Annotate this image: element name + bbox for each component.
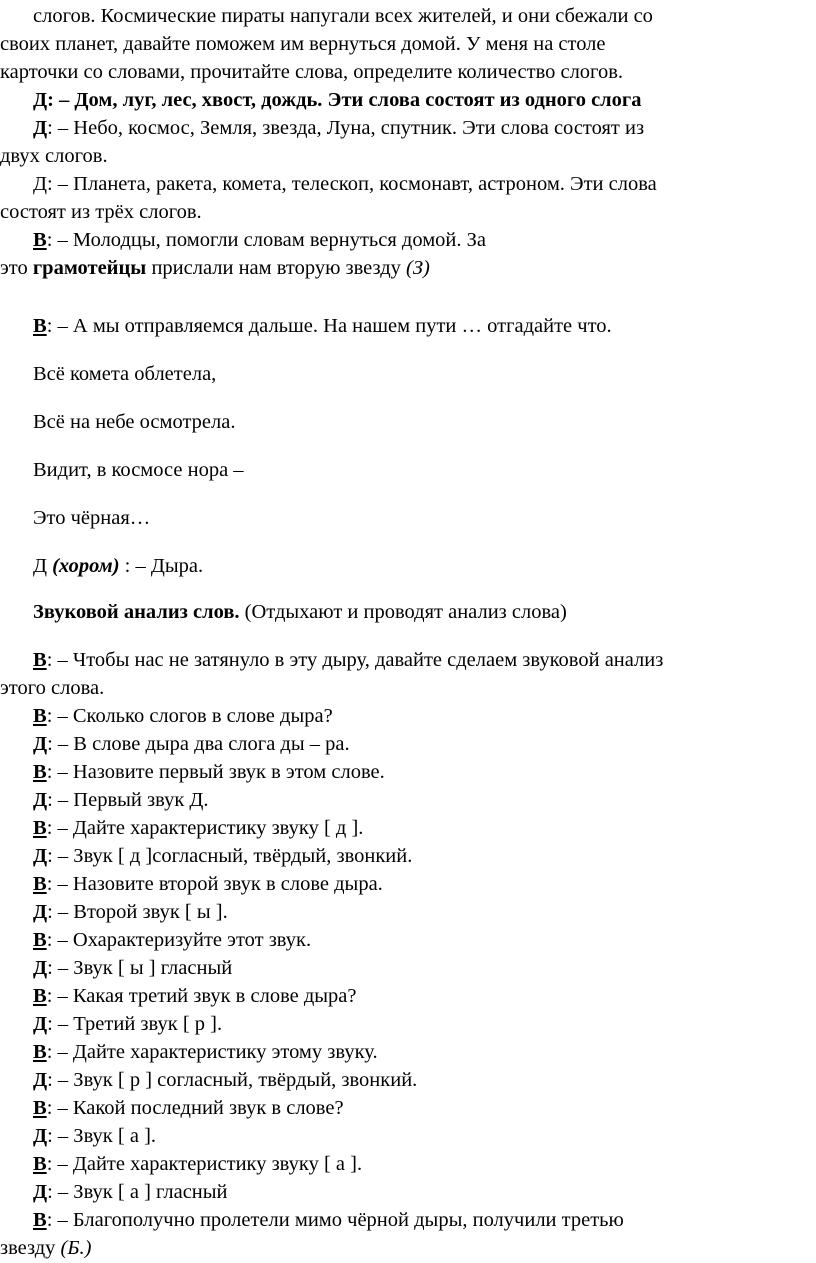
teacher-line: В: – А мы отправляемся дальше. На нашем пути … отгадайте что. xyxy=(33,315,612,337)
child-line: Д: – Планета, ракета, комета, телескоп, космонавт, астроном. Эти слова xyxy=(33,173,657,195)
paragraph-line: звезду (Б.) xyxy=(0,1237,92,1259)
teacher-line: В: – Какой последний звук в слове? xyxy=(33,1097,344,1119)
speaker-teacher: В xyxy=(33,649,47,671)
riddle-line: Это чёрная… xyxy=(33,507,151,529)
riddle-line: Всё комета облетела, xyxy=(33,363,217,385)
chorus-line: Д (хором) : – Дыра. xyxy=(33,555,204,577)
paragraph-line: карточки со словами, прочитайте слова, определите количество слогов. xyxy=(0,61,624,83)
teacher-line: В: – Какая третий звук в слове дыра? xyxy=(33,985,357,1007)
child-line: Д: – Второй звук [ ы ]. xyxy=(33,901,228,923)
speaker-child: Д xyxy=(33,173,47,195)
teacher-line: В: – Молодцы, помогли словам вернуться домой. За xyxy=(33,229,487,251)
paragraph-line: своих планет, давайте поможем им вернуться домой. У меня на столе xyxy=(0,33,606,55)
child-line: Д: – В слове дыра два слога ды – ра. xyxy=(33,733,350,755)
speaker-teacher: В xyxy=(33,315,47,337)
child-line: Д: – Звук [ а ]. xyxy=(33,1125,157,1147)
child-line: Д: – Дом, луг, лес, хвост, дождь. Эти слова состоят из одного слога xyxy=(33,89,642,111)
teacher-line: В: – Дайте характеристику этому звуку. xyxy=(33,1041,378,1063)
teacher-line: В: – Дайте характеристику звуку [ а ]. xyxy=(33,1153,363,1175)
teacher-line: В: – Сколько слогов в слове дыра? xyxy=(33,705,333,727)
paragraph-line: это грамотейцы прислали нам вторую звезду (З) xyxy=(0,257,430,279)
paragraph-line: состоят из трёх слогов. xyxy=(0,201,202,223)
child-line: Д: – Звук [ р ] согласный, твёрдый, звонкий. xyxy=(33,1069,418,1091)
child-line: Д: – Звук [ а ] гласный xyxy=(33,1181,228,1203)
speaker-child: Д xyxy=(33,89,48,111)
child-line: Д: – Первый звук Д. xyxy=(33,789,209,811)
paragraph-line: двух слогов. xyxy=(0,145,108,167)
child-line: Д: – Третий звук [ р ]. xyxy=(33,1013,223,1035)
teacher-line: В: – Охарактеризуйте этот звук. xyxy=(33,929,312,951)
child-line: Д: – Небо, космос, Земля, звезда, Луна, спутник. Эти слова состоят из xyxy=(33,117,645,139)
teacher-line: В: – Благополучно пролетели мимо чёрной дыры, получили третью xyxy=(33,1209,624,1231)
teacher-line: В: – Дайте характеристику звуку [ д ]. xyxy=(33,817,364,839)
paragraph-line: этого слова. xyxy=(0,677,105,699)
teacher-line: В: – Назовите второй звук в слове дыра. xyxy=(33,873,383,895)
riddle-line: Всё на небе осмотрела. xyxy=(33,411,236,433)
speaker-child: Д xyxy=(33,117,48,139)
speaker-teacher: В xyxy=(33,229,47,251)
section-heading: Звуковой анализ слов. (Отдыхают и проводят анализ слова) xyxy=(33,601,567,623)
teacher-line: В: – Назовите первый звук в этом слове. xyxy=(33,761,385,783)
paragraph-line: слогов. Космические пираты напугали всех жителей, и они сбежали со xyxy=(33,5,653,27)
child-line: Д: – Звук [ д ]согласный, твёрдый, звонкий. xyxy=(33,845,413,867)
riddle-line: Видит, в космосе нора – xyxy=(33,459,244,481)
teacher-line: В: – Чтобы нас не затянуло в эту дыру, давайте сделаем звуковой анализ xyxy=(33,649,664,671)
child-line: Д: – Звук [ ы ] гласный xyxy=(33,957,233,979)
